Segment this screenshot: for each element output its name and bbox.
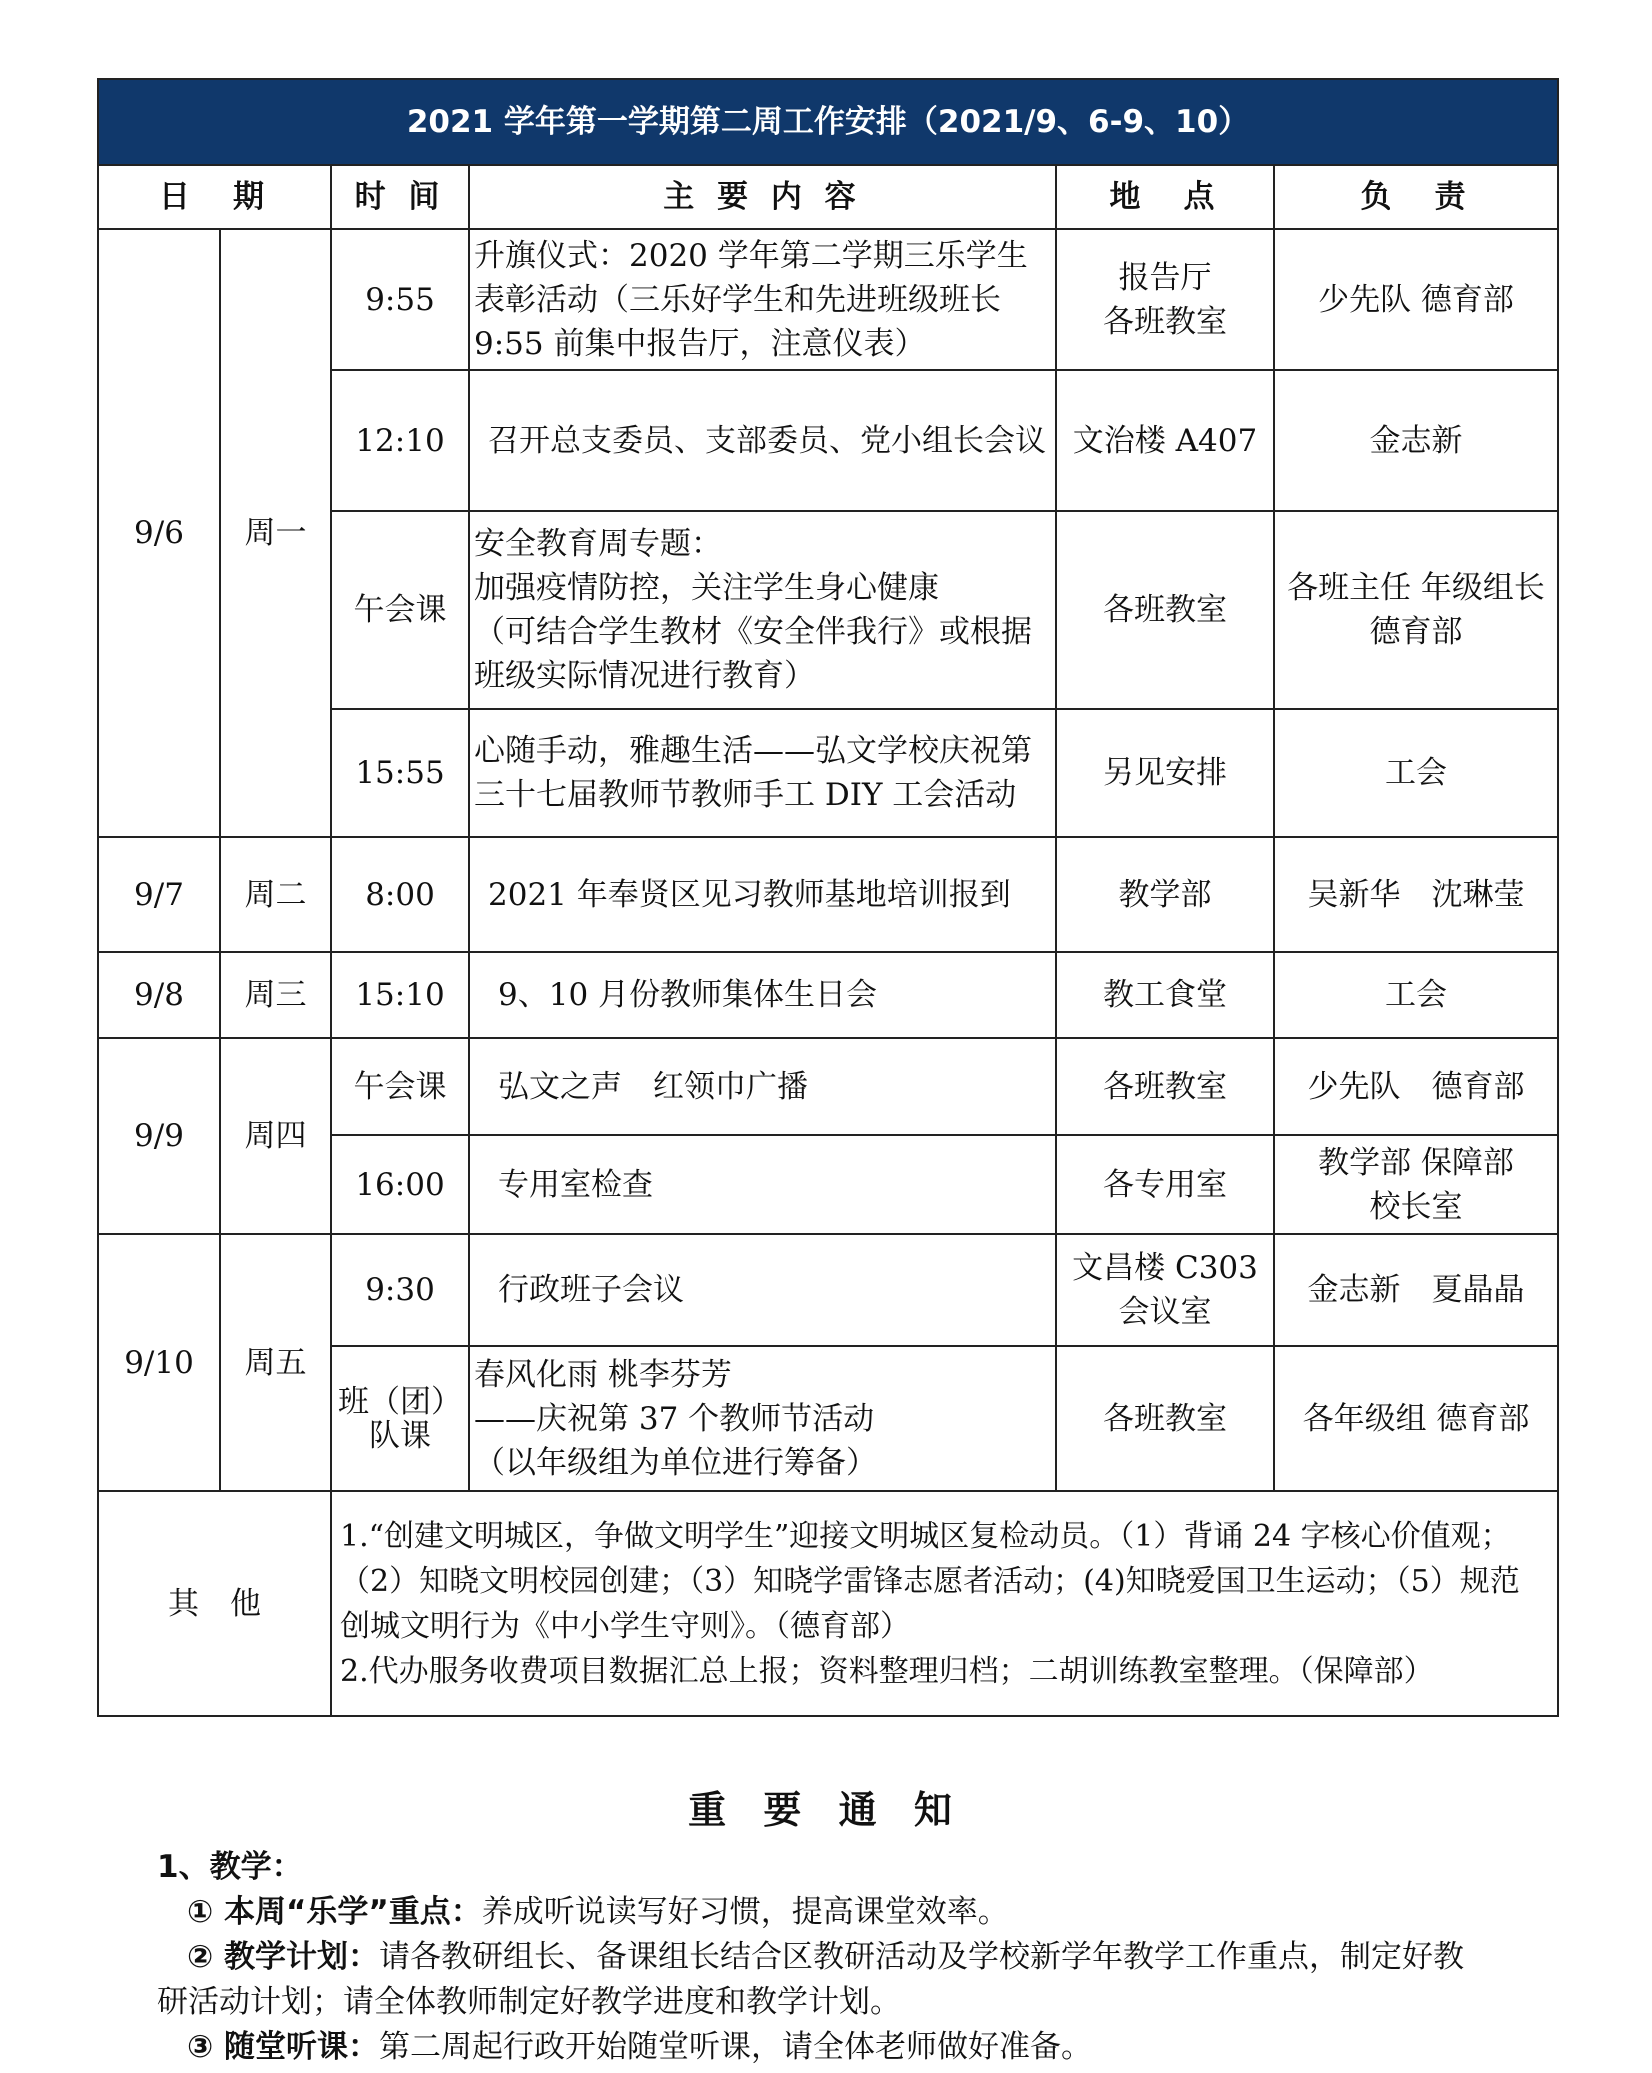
date-cell: 9/8 — [98, 952, 220, 1038]
table-row — [98, 837, 1558, 952]
header-date: 日 期 — [98, 165, 331, 229]
notice-item-2-label: ② 教学计划： — [187, 1939, 380, 1975]
time-cell: 午会课 — [331, 511, 469, 709]
notice-item-3-text: 第二周起行政开始随堂听课，请全体老师做好准备。 — [379, 2029, 1093, 2065]
notice-item-1-label: ① 本周“乐学”重点： — [187, 1894, 482, 1930]
content-cell: 专用室检查 — [469, 1135, 1056, 1234]
content-cell: 安全教育周专题： 加强疫情防控，关注学生身心健康 （可结合学生教材《安全伴我行》或根据班级实际情况进行教育） — [469, 511, 1056, 709]
person-cell: 工会 — [1274, 952, 1558, 1038]
notice-item-2-continued: 研活动计划；请全体教师制定好教学进度和教学计划。 — [157, 1984, 901, 2020]
table-row — [98, 1038, 1558, 1135]
content-cell: 2021 年奉贤区见习教师基地培训报到 — [469, 837, 1056, 952]
time-cell: 8:00 — [331, 837, 469, 952]
table-row — [98, 1234, 1558, 1346]
time-cell: 12:10 — [331, 370, 469, 511]
notice-item-3-label: ③ 随堂听课： — [187, 2029, 380, 2065]
person-cell: 金志新 — [1274, 370, 1558, 511]
content-cell: 弘文之声 红领巾广播 — [469, 1038, 1056, 1135]
person-cell: 教学部 保障部 校长室 — [1274, 1135, 1558, 1234]
notice-section-teaching: 1、教学： — [157, 1849, 303, 1885]
other-row — [98, 1491, 1558, 1716]
header-time: 时 间 — [331, 165, 469, 229]
person-cell: 各年级组 德育部 — [1274, 1346, 1558, 1491]
content-cell: 行政班子会议 — [469, 1234, 1056, 1346]
header-person: 负 责 — [1274, 165, 1558, 229]
notice-title: 重 要 通 知 — [688, 1788, 964, 1832]
place-cell: 各班教室 — [1056, 1038, 1274, 1135]
time-cell: 午会课 — [331, 1038, 469, 1135]
place-cell: 各专用室 — [1056, 1135, 1274, 1234]
header-row — [98, 165, 1558, 229]
date-cell: 9/7 — [98, 837, 220, 952]
person-cell: 各班主任 年级组长 德育部 — [1274, 511, 1558, 709]
table-row — [98, 952, 1558, 1038]
person-cell: 少先队 德育部 — [1274, 1038, 1558, 1135]
notice-item-1-text: 养成听说读写好习惯，提高课堂效率。 — [481, 1894, 1009, 1930]
notice-section — [0, 1780, 1652, 1840]
time-cell: 班（团） 队课 — [331, 1346, 469, 1491]
weekday-cell: 周三 — [220, 952, 331, 1038]
place-cell: 各班教室 — [1056, 511, 1274, 709]
other-content: 1.“创建文明城区，争做文明学生”迎接文明城区复检动员。（1）背诵 24 字核心价值观；（2）知晓文明校园创建；（3）知晓学雷锋志愿者活动；(4)知晓爱国卫生运动；（5）规范创城文明行为《中小学生守则》。（德育部） 2.代办服务收费项目数据汇总上报；资料整理归档；二胡训练教室整理。（保障部） — [331, 1491, 1558, 1716]
weekday-cell: 周二 — [220, 837, 331, 952]
notice-item-2-text: 请各教研组长、备课组长结合区教研活动及学校新学年教学工作重点，制定好教 — [379, 1939, 1465, 1975]
time-cell: 9:55 — [331, 229, 469, 370]
time-cell: 15:55 — [331, 709, 469, 837]
time-cell: 9:30 — [331, 1234, 469, 1346]
place-cell: 教学部 — [1056, 837, 1274, 952]
weekday-cell: 周五 — [220, 1234, 331, 1491]
notice-item-2 — [187, 1935, 1464, 1979]
person-cell: 少先队 德育部 — [1274, 229, 1558, 370]
schedule-table — [97, 78, 1559, 1717]
header-content: 主 要 内 容 — [469, 165, 1056, 229]
time-cell: 16:00 — [331, 1135, 469, 1234]
content-cell: 春风化雨 桃李芬芳 ——庆祝第 37 个教师节活动 （以年级组为单位进行筹备） — [469, 1346, 1056, 1491]
header-place: 地 点 — [1056, 165, 1274, 229]
time-cell: 15:10 — [331, 952, 469, 1038]
schedule-title: 2021 学年第一学期第二周工作安排（2021/9、6-9、10） — [98, 79, 1558, 165]
notice-item-1 — [187, 1890, 1009, 1934]
place-cell: 各班教室 — [1056, 1346, 1274, 1491]
table-row — [98, 229, 1558, 370]
person-cell: 吴新华 沈琳莹 — [1274, 837, 1558, 952]
content-cell: 升旗仪式：2020 学年第二学期三乐学生表彰活动（三乐好学生和先进班级班长 9:55 前集中报告厅，注意仪表） — [469, 229, 1056, 370]
date-cell: 9/6 — [98, 229, 220, 837]
date-cell: 9/9 — [98, 1038, 220, 1234]
other-label: 其 他 — [98, 1491, 331, 1716]
content-cell: 召开总支委员、支部委员、党小组长会议 — [469, 370, 1056, 511]
content-cell: 9、10 月份教师集体生日会 — [469, 952, 1056, 1038]
person-cell: 工会 — [1274, 709, 1558, 837]
content-cell: 心随手动，雅趣生活——弘文学校庆祝第三十七届教师节教师手工 DIY 工会活动 — [469, 709, 1056, 837]
place-cell: 文昌楼 C303 会议室 — [1056, 1234, 1274, 1346]
place-cell: 文治楼 A407 — [1056, 370, 1274, 511]
place-cell: 另见安排 — [1056, 709, 1274, 837]
weekday-cell: 周一 — [220, 229, 331, 837]
person-cell: 金志新 夏晶晶 — [1274, 1234, 1558, 1346]
place-cell: 报告厅 各班教室 — [1056, 229, 1274, 370]
place-cell: 教工食堂 — [1056, 952, 1274, 1038]
date-cell: 9/10 — [98, 1234, 220, 1491]
notice-item-3 — [187, 2025, 1092, 2069]
weekday-cell: 周四 — [220, 1038, 331, 1234]
